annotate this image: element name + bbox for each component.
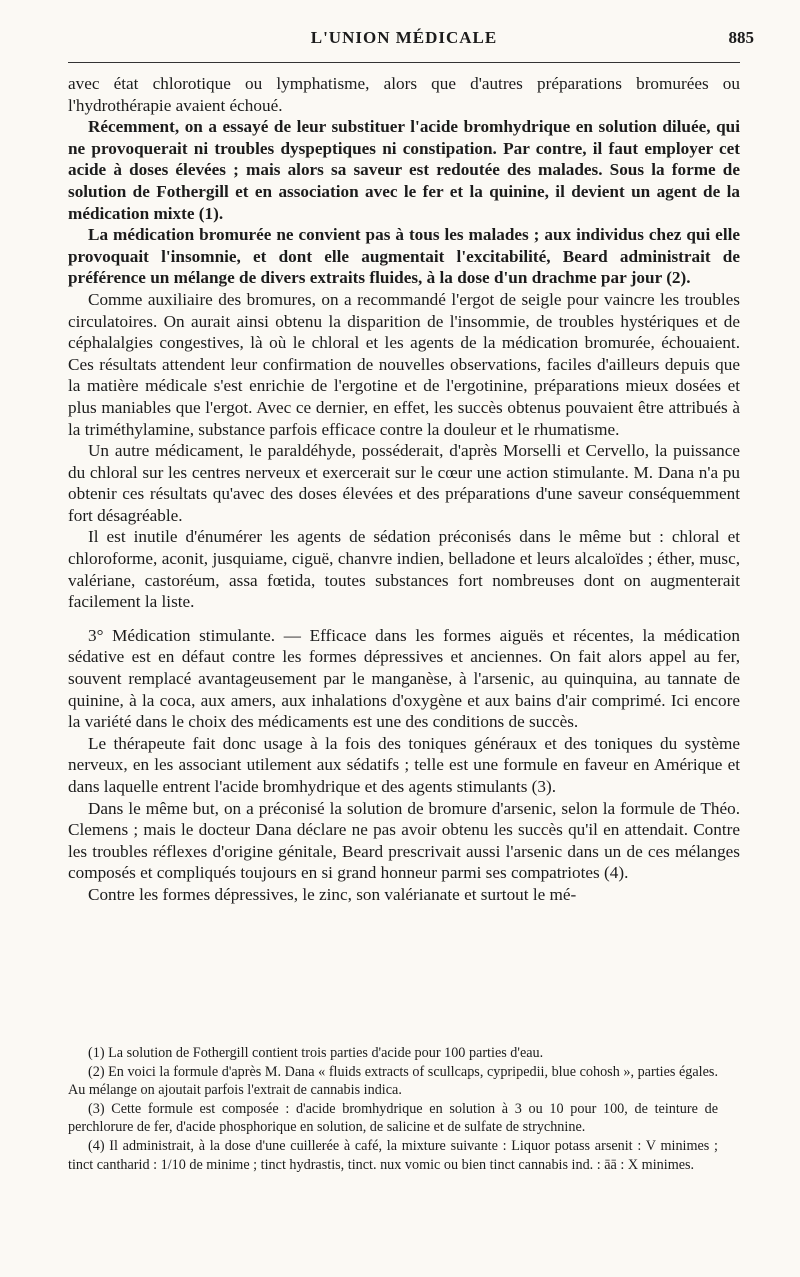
paragraph-4: Comme auxiliaire des bromures, on a recommandé l'ergot de seigle pour vaincre les troubles circulatoires. On aurait ainsi obtenu la disparition de l'insommie, de troubles hystériques et de céphalalgies congestives, là où le chloral et les agents de la médication bromurée, échouaient. Ces résultats attendent leur confirmation de nouvelles observations, faciles d'ailleurs depuis que la matière médicale s'est enrichie de l'ergotine et de l'ergotinine, préparations mieux dosées et plus maniables que l'ergot. Avec ce dernier, en effet, les succès obtenus pouvaient être attribués à la triméthylamine, substance parfois efficace contre la douleur et le rhumatisme. xyxy=(68,289,740,439)
footnote-1: (1) La solution de Fothergill contient trois parties d'acide pour 100 parties d'eau. xyxy=(88,1045,544,1061)
paragraph-5: Un autre médicament, le paraldéhyde, posséderait, d'après Morselli et Cervello, la puissance du chloral sur les centres nerveux et exercerait sur le cœur une action stimulante. M. Dana n'a pu obtenir ces résultats qu'avec des doses élevées et des préparations d'une saveur conséquemment fort désagréable. xyxy=(68,441,740,525)
page-header xyxy=(68,22,754,56)
paragraph-1: avec état chlorotique ou lymphatisme, alors que d'autres préparations bromurées ou l'hydrothérapie avaient échoué. xyxy=(68,74,740,115)
paragraph-7: 3° Médication stimulante. — Efficace dans les formes aiguës et récentes, la médication sédative est en défaut contre les formes dépressives et anciennes. On fait alors appel au fer, souvent remplacé avantageusement par le manganèse, à l'arsenic, au quinquina, au tannate de quinine, à la coca, aux amers, aux inhalations d'oxygène et aux bains d'air comprimé. Ici encore la variété dans le choix des médicaments est une des conditions de succès. xyxy=(68,625,740,732)
journal-title: L'UNION MÉDICALE xyxy=(310,28,498,47)
body-text xyxy=(68,73,740,906)
footnote-4: (4) Il administrait, à la dose d'une cuillerée à café, la mixture suivante : Liquor potass arsenit : V minimes ; tinct cantharid : 1/10 de minime ; tinct hydrastis, tinct. nux vomic ou bien tinct cannabis ind. : āā : X minimes. xyxy=(68,1137,718,1173)
paragraph-9: Dans le même but, on a préconisé la solution de bromure d'arsenic, selon la formule de Théo. Clemens ; mais le docteur Dana déclare ne pas avoir obtenu les succès qu'il en attendait. Contre les troubles réflexes d'origine génitale, Beard prescrivait aussi l'arsenic dans un de ces mélanges composés et compliqués toujours en si grand honneur parmi ses compatriotes (4). xyxy=(68,798,740,883)
paragraph-3: La médication bromurée ne convient pas à tous les malades ; aux individus chez qui elle provoquait l'insomnie, et dont elle augmentait l'excitabilité, Beard administrait de préférence un mélange de divers extraits fluides, à la dose d'un drachme par jour (2). xyxy=(68,225,740,288)
paragraph-8: Le thérapeute fait donc usage à la fois des toniques généraux et des toniques du système nerveux, en les associant utilement aux sédatifs ; telle est une formule en faveur en Amérique et dans laquelle entrent l'acide bromhydrique et des agents stimulants (3). xyxy=(68,733,740,796)
footnote-2: (2) En voici la formule d'après M. Dana « fluids extracts of scullcaps, cypripedii, blue cohosh », parties égales. Au mélange on ajoutait parfois l'extrait de cannabis indica. xyxy=(68,1063,718,1099)
paragraph-6: Il est inutile d'énumérer les agents de sédation préconisés dans le même but : chloral et chloroforme, aconit, jusquiame, ciguë, chanvre indien, belladone et leurs alcaloïdes ; éther, musc, valériane, castoréum, assa fœtida, toutes substances fort nombreuses dont on augmenterait facilement la liste. xyxy=(68,527,740,612)
paragraph-2: Récemment, on a essayé de leur substituer l'acide bromhydrique en solution diluée, qui ne provoquerait ni troubles dyspeptiques ni constipation. Par contre, il faut employer cet acide à doses élevées ; mais alors sa saveur est redoutée des malades. Sous la forme de solution de Fothergill et en association avec le fer et la quinine, il devient un agent de la médication mixte (1). xyxy=(68,117,740,223)
section-gap xyxy=(68,613,740,625)
page-number: 885 xyxy=(728,28,754,47)
paragraph-10: Contre les formes dépressives, le zinc, son valérianate et surtout le mé- xyxy=(88,884,577,904)
footnotes xyxy=(68,1044,718,1174)
header-rule xyxy=(68,62,740,63)
footnote-3: (3) Cette formule est composée : d'acide bromhydrique en solution à 3 ou 10 pour 100, de teinture de perchlorure de fer, d'acide phosphorique en solution, de salicine et de sulfate de strychnine. xyxy=(68,1100,718,1136)
